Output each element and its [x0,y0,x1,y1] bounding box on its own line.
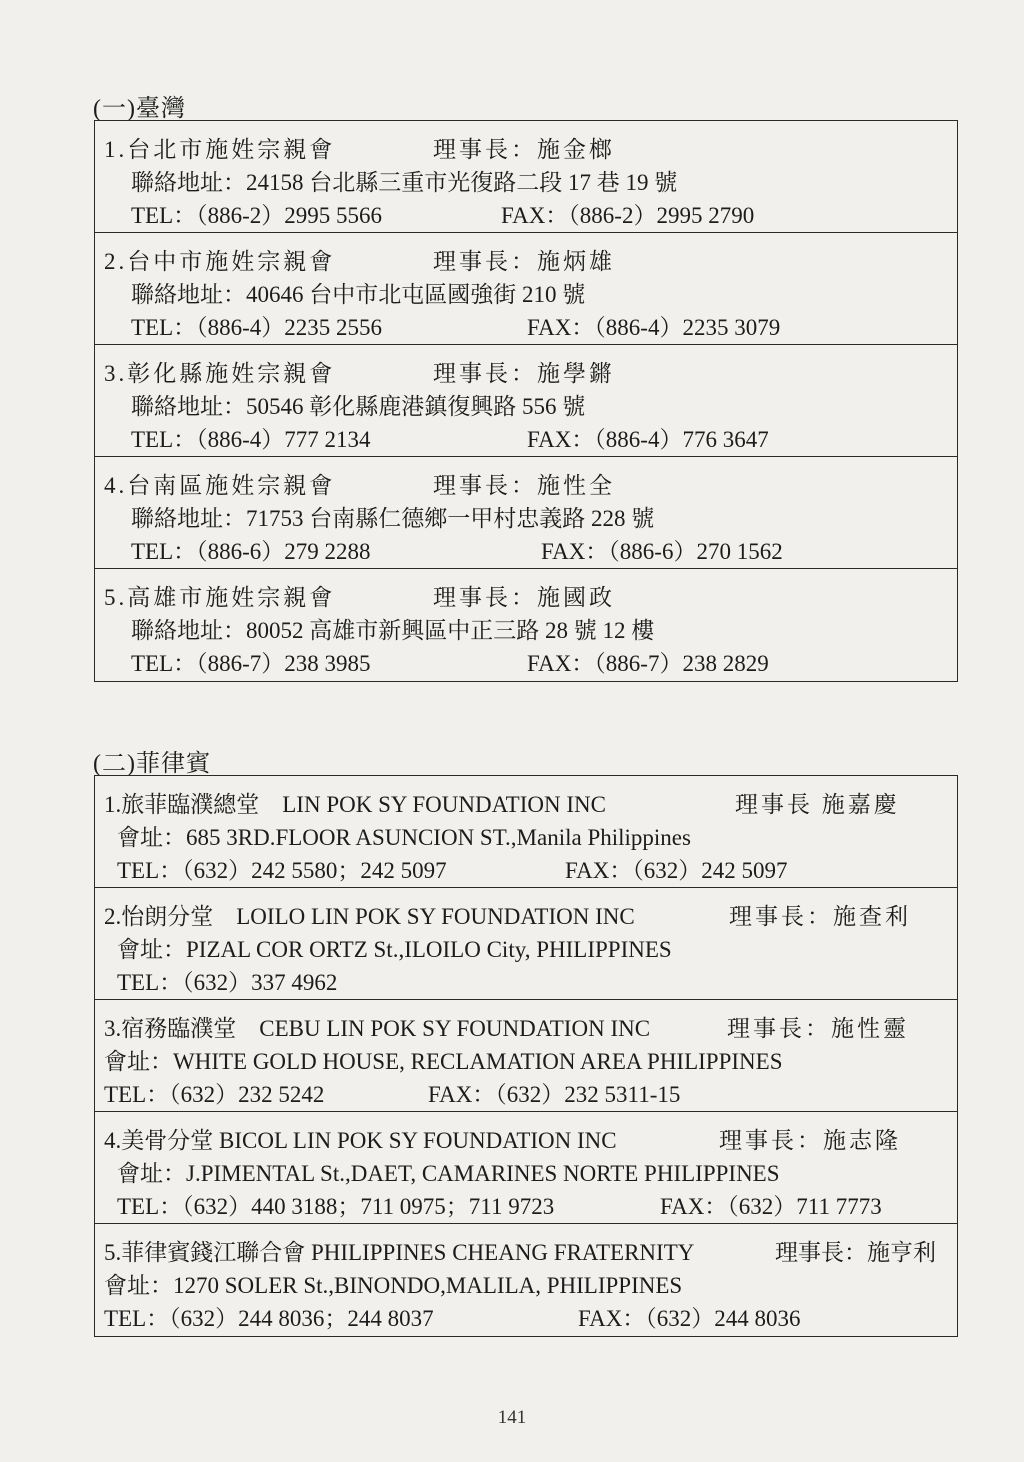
contact-entry [95,776,957,888]
entry-tel: TEL：（632）440 3188；711 0975；711 9723 [117,1194,555,1219]
entry-name: 3.彰化縣施姓宗親會 [104,361,336,386]
contact-entry [95,1112,957,1224]
entry-chair: 理事長：施查利 [729,904,911,929]
section-heading-taiwan: (一)臺灣 [93,96,186,122]
taiwan-contact-table [94,120,958,682]
entry-chair: 理事長：施炳雄 [433,249,615,274]
entry-tel: TEL：（886-4）777 2134 [131,427,371,452]
contact-entry [95,457,957,569]
contact-entry [95,1000,957,1112]
entry-address: 聯絡地址：24158 台北縣三重市光復路二段 17 巷 19 號 [131,170,678,195]
entry-tel: TEL：（886-2）2995 5566 [131,203,383,228]
entry-name: 4.美骨分堂 BICOL LIN POK SY FOUNDATION INC [104,1128,617,1153]
contact-entry [95,233,957,345]
entry-name: 2.台中市施姓宗親會 [104,249,336,274]
entry-fax: FAX：（886-4）776 3647 [527,427,769,452]
entry-fax: FAX：（632）242 5097 [565,858,788,883]
entry-address: 聯絡地址：71753 台南縣仁德鄉一甲村忠義路 228 號 [131,506,655,531]
section-heading-philippines: (二)菲律賓 [93,751,211,777]
contact-entry [95,345,957,457]
entry-tel: TEL：（886-7）238 3985 [131,651,371,676]
entry-fax: FAX：（632）232 5311-15 [428,1082,681,1107]
entry-address: 會址：PIZAL COR ORTZ St.,ILOILO City, PHILIPPINES [117,937,672,962]
entry-address: 會址：J.PIMENTAL St.,DAET, CAMARINES NORTE PHILIPPINES [117,1161,780,1186]
entry-tel: TEL：（886-4）2235 2556 [131,315,383,340]
entry-chair: 理事長：施志隆 [719,1128,901,1153]
entry-address: 會址：685 3RD.FLOOR ASUNCION ST.,Manila Philippines [117,825,691,850]
entry-fax: FAX：（886-6）270 1562 [541,539,783,564]
entry-fax: FAX：（632）244 8036 [578,1306,801,1331]
entry-address: 聯絡地址：80052 高雄市新興區中正三路 28 號 12 樓 [131,618,655,643]
entry-address: 會址：WHITE GOLD HOUSE, RECLAMATION AREA PHILIPPINES [104,1049,783,1074]
contact-entry [95,888,957,1000]
entry-name: 5.高雄市施姓宗親會 [104,585,336,610]
entry-chair: 理事長：施國政 [433,585,615,610]
entry-fax: FAX：（886-7）238 2829 [527,651,769,676]
entry-fax: FAX：（632）711 7773 [660,1194,882,1219]
entry-name: 1.旅菲臨濮總堂 LIN POK SY FOUNDATION INC [104,792,606,817]
contact-entry [95,569,957,681]
entry-chair: 理事長 施嘉慶 [735,792,900,817]
entry-fax: FAX：（886-4）2235 3079 [527,315,781,340]
entry-name: 1.台北市施姓宗親會 [104,137,336,162]
entry-name: 5.菲律賓錢江聯合會 PHILIPPINES CHEANG FRATERNITY [104,1240,695,1265]
contact-entry [95,121,957,233]
entry-chair: 理事長：施學鏘 [433,361,615,386]
entry-tel: TEL：（632）242 5580；242 5097 [117,858,447,883]
entry-address: 聯絡地址：50546 彰化縣鹿港鎮復興路 556 號 [131,394,586,419]
entry-address: 聯絡地址：40646 台中市北屯區國強街 210 號 [131,282,586,307]
page-number: 141 [497,1407,527,1428]
entry-name: 2.怡朗分堂 LOILO LIN POK SY FOUNDATION INC [104,904,635,929]
entry-tel: TEL：（886-6）279 2288 [131,539,371,564]
philippines-contact-table [94,775,958,1337]
contact-entry [95,1224,957,1336]
entry-tel: TEL：（632）337 4962 [117,970,338,995]
entry-fax: FAX：（886-2）2995 2790 [501,203,755,228]
entry-chair: 理事長：施金榔 [433,137,615,162]
entry-chair: 理事長：施亨利 [775,1240,936,1265]
entry-chair: 理事長：施性靈 [727,1016,909,1041]
entry-address: 會址：1270 SOLER St.,BINONDO,MALILA, PHILIPPINES [104,1273,683,1298]
entry-name: 4.台南區施姓宗親會 [104,473,336,498]
entry-tel: TEL：（632）232 5242 [104,1082,325,1107]
entry-chair: 理事長：施性全 [433,473,615,498]
entry-name: 3.宿務臨濮堂 CEBU LIN POK SY FOUNDATION INC [104,1016,651,1041]
entry-tel: TEL：（632）244 8036；244 8037 [104,1306,434,1331]
